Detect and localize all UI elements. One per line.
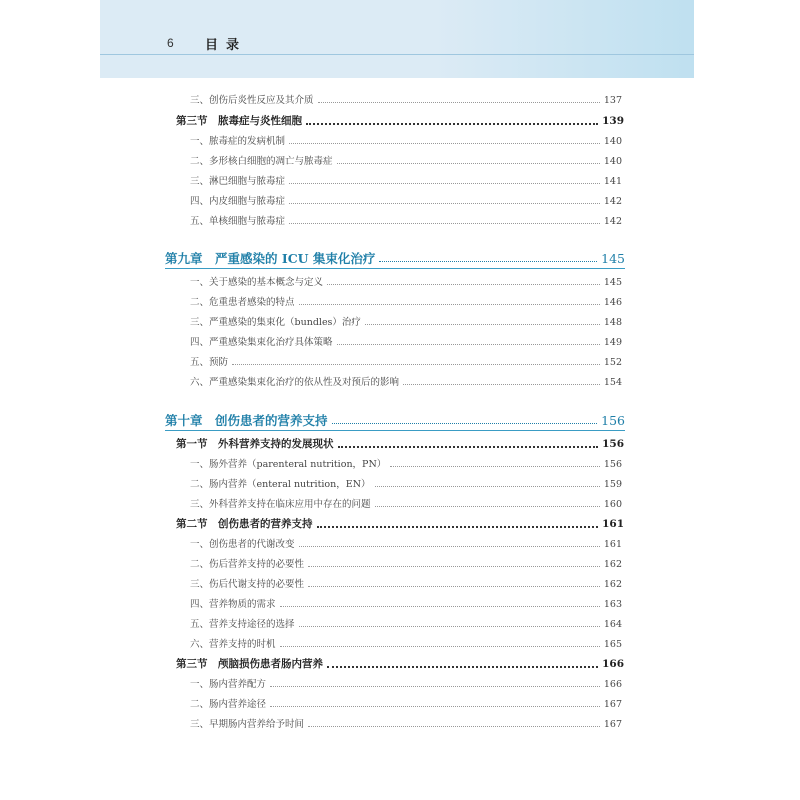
toc-item[interactable] [190, 92, 622, 106]
dot-leader [327, 666, 598, 668]
toc-entry-page: 148 [603, 317, 622, 328]
toc-item[interactable] [190, 696, 622, 710]
toc-entry-label: 六、营养支持的时机 [190, 639, 276, 650]
toc-entry-label: 二、多形核白细胞的凋亡与脓毒症 [190, 156, 333, 167]
toc-entry-label: 五、预防 [190, 357, 229, 368]
toc-entry-label: 三、淋巴细胞与脓毒症 [190, 176, 286, 187]
toc-entry-label: 五、营养支持途径的选择 [190, 619, 295, 630]
toc-entry-page: 142 [603, 216, 622, 227]
toc-item[interactable] [190, 576, 622, 590]
toc-item[interactable] [190, 556, 622, 570]
toc-entry-page: 142 [603, 196, 622, 207]
toc-entry-label: 四、内皮细胞与脓毒症 [190, 196, 286, 207]
toc-entry-page: 149 [603, 337, 622, 348]
toc-item[interactable] [190, 133, 622, 147]
dot-leader [289, 203, 600, 204]
toc-item[interactable] [190, 496, 622, 510]
toc-entry-label: 五、单核细胞与脓毒症 [190, 216, 286, 227]
toc-item[interactable] [190, 354, 622, 368]
toc-entry-label: 二、伤后营养支持的必要性 [190, 559, 305, 570]
toc-entry-page: 145 [603, 277, 622, 288]
toc-entry-label: 二、危重患者感染的特点 [190, 297, 295, 308]
dot-leader [289, 223, 600, 224]
toc-entry-label: 六、严重感染集束化治疗的依从性及对预后的影响 [190, 377, 400, 388]
dot-leader [379, 261, 597, 262]
toc-entry-label: 二、肠内营养（enteral nutrition，EN） [190, 479, 371, 490]
dot-leader [375, 506, 600, 507]
toc-entry-page: 156 [601, 413, 625, 428]
toc-item[interactable] [190, 173, 622, 187]
toc-item[interactable] [190, 274, 622, 288]
page-header-band [100, 0, 694, 78]
toc-chapter[interactable] [165, 249, 625, 267]
toc-entry-page: 167 [603, 699, 622, 710]
toc-item[interactable] [190, 334, 622, 348]
page-title: 目录 [205, 38, 248, 53]
toc-entry-page: 140 [603, 136, 622, 147]
dot-leader [337, 344, 600, 345]
toc-entry-page: 159 [603, 479, 622, 490]
dot-leader [306, 123, 598, 125]
dot-leader [280, 646, 600, 647]
toc-chapter[interactable] [165, 411, 625, 429]
dot-leader [308, 726, 600, 727]
toc-item[interactable] [190, 314, 622, 328]
toc-entry-label: 第三节 脓毒症与炎性细胞 [176, 115, 302, 127]
toc-item[interactable] [190, 193, 622, 207]
toc-section[interactable] [176, 656, 624, 671]
dot-leader [327, 284, 600, 285]
toc-section[interactable] [176, 516, 624, 531]
toc-entry-label: 一、脓毒症的发病机制 [190, 136, 286, 147]
toc-entry-label: 三、早期肠内营养给予时间 [190, 719, 305, 730]
toc-entry-page: 156 [602, 438, 624, 450]
toc-entry-label: 三、伤后代谢支持的必要性 [190, 579, 305, 590]
toc-entry-label: 一、创伤患者的代谢改变 [190, 539, 295, 550]
toc-entry-page: 161 [603, 539, 622, 550]
toc-entry-page: 162 [603, 559, 622, 570]
dot-leader [232, 364, 600, 365]
toc-entry-page: 162 [603, 579, 622, 590]
dot-leader [299, 546, 600, 547]
dot-leader [375, 486, 600, 487]
toc-entry-page: 166 [602, 658, 624, 670]
toc-item[interactable] [190, 596, 622, 610]
toc-item[interactable] [190, 213, 622, 227]
toc-item[interactable] [190, 476, 622, 490]
toc-entry-page: 137 [603, 95, 622, 106]
toc-entry-page: 139 [602, 115, 624, 127]
toc-entry-label: 第三节 颅脑损伤患者肠内营养 [176, 658, 323, 670]
toc-entry-page: 163 [603, 599, 622, 610]
toc-item[interactable] [190, 636, 622, 650]
toc-entry-label: 第九章 严重感染的 ICU 集束化治疗 [165, 251, 376, 266]
header-rule [100, 54, 694, 55]
toc-section[interactable] [176, 113, 624, 128]
toc-section[interactable] [176, 436, 624, 451]
dot-leader [390, 466, 600, 467]
chapter-divider [165, 430, 625, 431]
page-number: 6 [167, 36, 174, 50]
toc-item[interactable] [190, 456, 622, 470]
toc-item[interactable] [190, 536, 622, 550]
dot-leader [289, 143, 600, 144]
dot-leader [403, 384, 600, 385]
toc-entry-label: 第一节 外科营养支持的发展现状 [176, 438, 334, 450]
toc-entry-label: 三、严重感染的集束化（bundles）治疗 [190, 317, 361, 328]
toc-entry-page: 164 [603, 619, 622, 630]
toc-entry-label: 四、营养物质的需求 [190, 599, 276, 610]
toc-entry-label: 四、严重感染集束化治疗具体策略 [190, 337, 333, 348]
toc-item[interactable] [190, 676, 622, 690]
dot-leader [317, 526, 599, 528]
toc-entry-page: 167 [603, 719, 622, 730]
toc-entry-label: 一、肠外营养（parenteral nutrition，PN） [190, 459, 387, 470]
chapter-divider [165, 268, 625, 269]
toc-entry-label: 一、肠内营养配方 [190, 679, 267, 690]
toc-entry-label: 第二节 创伤患者的营养支持 [176, 518, 313, 530]
header-gradient [434, 0, 694, 78]
toc-entry-label: 三、创伤后炎性反应及其介质 [190, 95, 314, 106]
dot-leader [299, 304, 600, 305]
toc-entry-page: 165 [603, 639, 622, 650]
toc-entry-page: 166 [603, 679, 622, 690]
dot-leader [289, 183, 600, 184]
toc-item[interactable] [190, 294, 622, 308]
dot-leader [280, 606, 600, 607]
dot-leader [270, 706, 600, 707]
toc-entry-label: 一、关于感染的基本概念与定义 [190, 277, 324, 288]
toc-entry-page: 156 [603, 459, 622, 470]
toc-entry-page: 145 [601, 251, 625, 266]
toc-entry-label: 第十章 创伤患者的营养支持 [165, 413, 328, 428]
dot-leader [332, 423, 598, 424]
toc-entry-label: 三、外科营养支持在临床应用中存在的问题 [190, 499, 371, 510]
toc-item[interactable] [190, 153, 622, 167]
dot-leader [308, 566, 600, 567]
toc-entry-page: 154 [603, 377, 622, 388]
dot-leader [270, 686, 600, 687]
toc-entry-page: 161 [602, 518, 624, 530]
dot-leader [337, 163, 600, 164]
toc-entry-page: 160 [603, 499, 622, 510]
toc-entry-label: 二、肠内营养途径 [190, 699, 267, 710]
toc-entry-page: 141 [603, 176, 622, 187]
toc-entry-page: 140 [603, 156, 622, 167]
dot-leader [308, 586, 600, 587]
toc-entry-page: 146 [603, 297, 622, 308]
toc-item[interactable] [190, 616, 622, 630]
dot-leader [299, 626, 600, 627]
toc-item[interactable] [190, 716, 622, 730]
dot-leader [365, 324, 600, 325]
dot-leader [338, 446, 599, 448]
dot-leader [318, 102, 600, 103]
toc-item[interactable] [190, 374, 622, 388]
toc-entry-page: 152 [603, 357, 622, 368]
